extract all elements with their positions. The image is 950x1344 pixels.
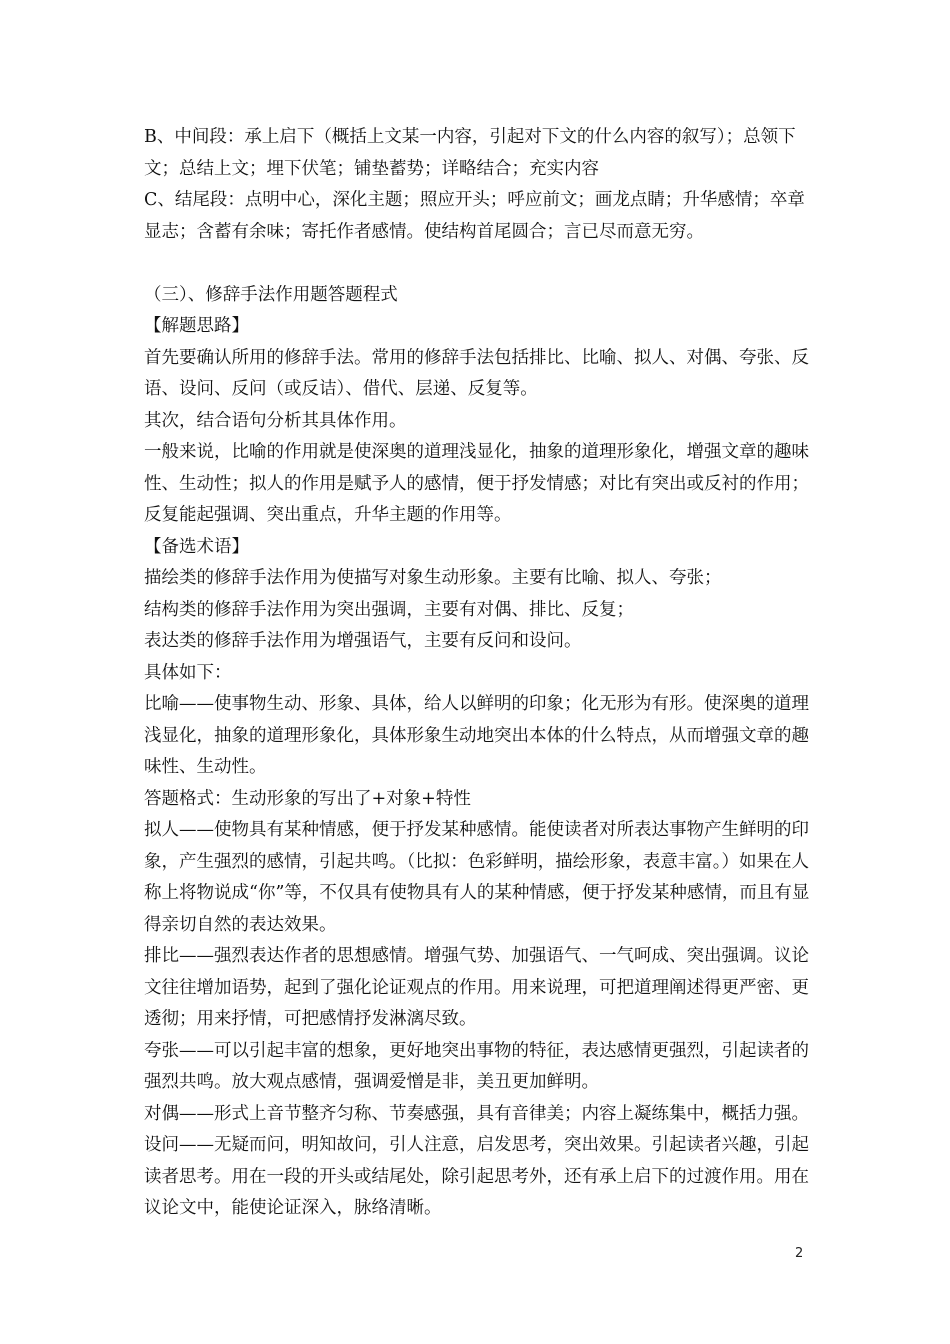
paragraph-identify-devices: 首先要确认所用的修辞手法。常用的修辞手法包括排比、比喻、拟人、对偶、夸张、反语、设问、反问（或反诘）、借代、层递、反复等。 bbox=[144, 347, 809, 399]
paragraph-parallelism: 排比——强烈表达作者的思想感情。增强气势、加强语气、一气呵成、突出强调。议论文往往增加语势，起到了强化论证观点的作用。用来说理，可把道理阐述得更严密、更透彻；用来抒情，可把感情抒发淋漓尽致。 bbox=[144, 946, 809, 1029]
paragraph-middle-section: B、中间段：承上启下（概括上文某一内容，引起对下文的什么内容的叙写）；总领下文；总结上文；埋下伏笔；铺垫蓄势；详略结合；充实内容 bbox=[144, 127, 796, 179]
paragraph-expressive-devices: 表达类的修辞手法作用为增强语气，主要有反问和设问。 bbox=[144, 631, 582, 651]
paragraph-rhetorical-question: 设问——无疑而问，明知故问，引人注意，启发思考，突出效果。引起读者兴趣，引起读者思考。用在一段的开头或结尾处，除引起思考外，还有承上启下的过渡作用。用在议论文中，能使论证深入，脉络清晰。 bbox=[144, 1135, 809, 1218]
paragraph-analyze-effect: 其次，结合语句分析其具体作用。 bbox=[144, 410, 407, 431]
document-body bbox=[144, 122, 810, 1225]
paragraph-spacer bbox=[144, 248, 810, 280]
paragraph-hyperbole: 夸张——可以引起丰富的想象，更好地突出事物的特征，表达感情更强烈，引起读者的强烈共鸣。放大观点感情，强调爱憎是非，美丑更加鲜明。 bbox=[144, 1040, 809, 1092]
paragraph-metaphor: 比喻——使事物生动、形象、具体，给人以鲜明的印象；化无形为有形。使深奥的道理浅显化，抽象的道理形象化，具体形象生动地突出本体的什么特点，从而增强文章的趣味性、生动性。 bbox=[144, 694, 809, 777]
paragraph-personification: 拟人——使物具有某种情感，便于抒发某种感情。能使读者对所表达事物产生鲜明的印象，产生强烈的感情，引起共鸣。（比拟：色彩鲜明，描绘形象，表意丰富。）如果在人称上将物说成“你”等，不仅具有使物具有人的某种情感，便于抒发某种感情，而且有显得亲切自然的表达效果。 bbox=[144, 820, 810, 935]
paragraph-details-intro: 具体如下： bbox=[144, 662, 232, 683]
section-heading-rhetoric: （三）、修辞手法作用题答题程式 bbox=[144, 284, 398, 305]
paragraph-descriptive-devices: 描绘类的修辞手法作用为使描写对象生动形象。主要有比喻、拟人、夸张； bbox=[144, 568, 722, 588]
paragraph-ending-section: C、结尾段：点明中心，深化主题；照应开头；呼应前文；画龙点睛；升华感情；卒章显志；含蓄有余味；寄托作者感情。使结构首尾圆合；言已尽而意无穷。 bbox=[144, 190, 805, 242]
subheading-approach: 【解题思路】 bbox=[144, 316, 249, 336]
paragraph-general-effects: 一般来说，比喻的作用就是使深奥的道理浅显化，抽象的道理形象化，增强文章的趣味性、生动性；拟人的作用是赋予人的感情，便于抒发情感；对比有突出或反衬的作用；反复能起强调、突出重点，升华主题的作用等。 bbox=[144, 442, 809, 525]
paragraph-answer-format: 答题格式：生动形象的写出了+对象+特性 bbox=[144, 788, 471, 809]
paragraph-structural-devices: 结构类的修辞手法作用为突出强调，主要有对偶、排比、反复； bbox=[144, 599, 634, 620]
subheading-terms: 【备选术语】 bbox=[144, 536, 249, 557]
page-number: 2 bbox=[795, 1246, 804, 1261]
paragraph-antithesis: 对偶——形式上音节整齐匀称、节奏感强，具有音律美；内容上凝练集中，概括力强。 bbox=[144, 1103, 809, 1124]
